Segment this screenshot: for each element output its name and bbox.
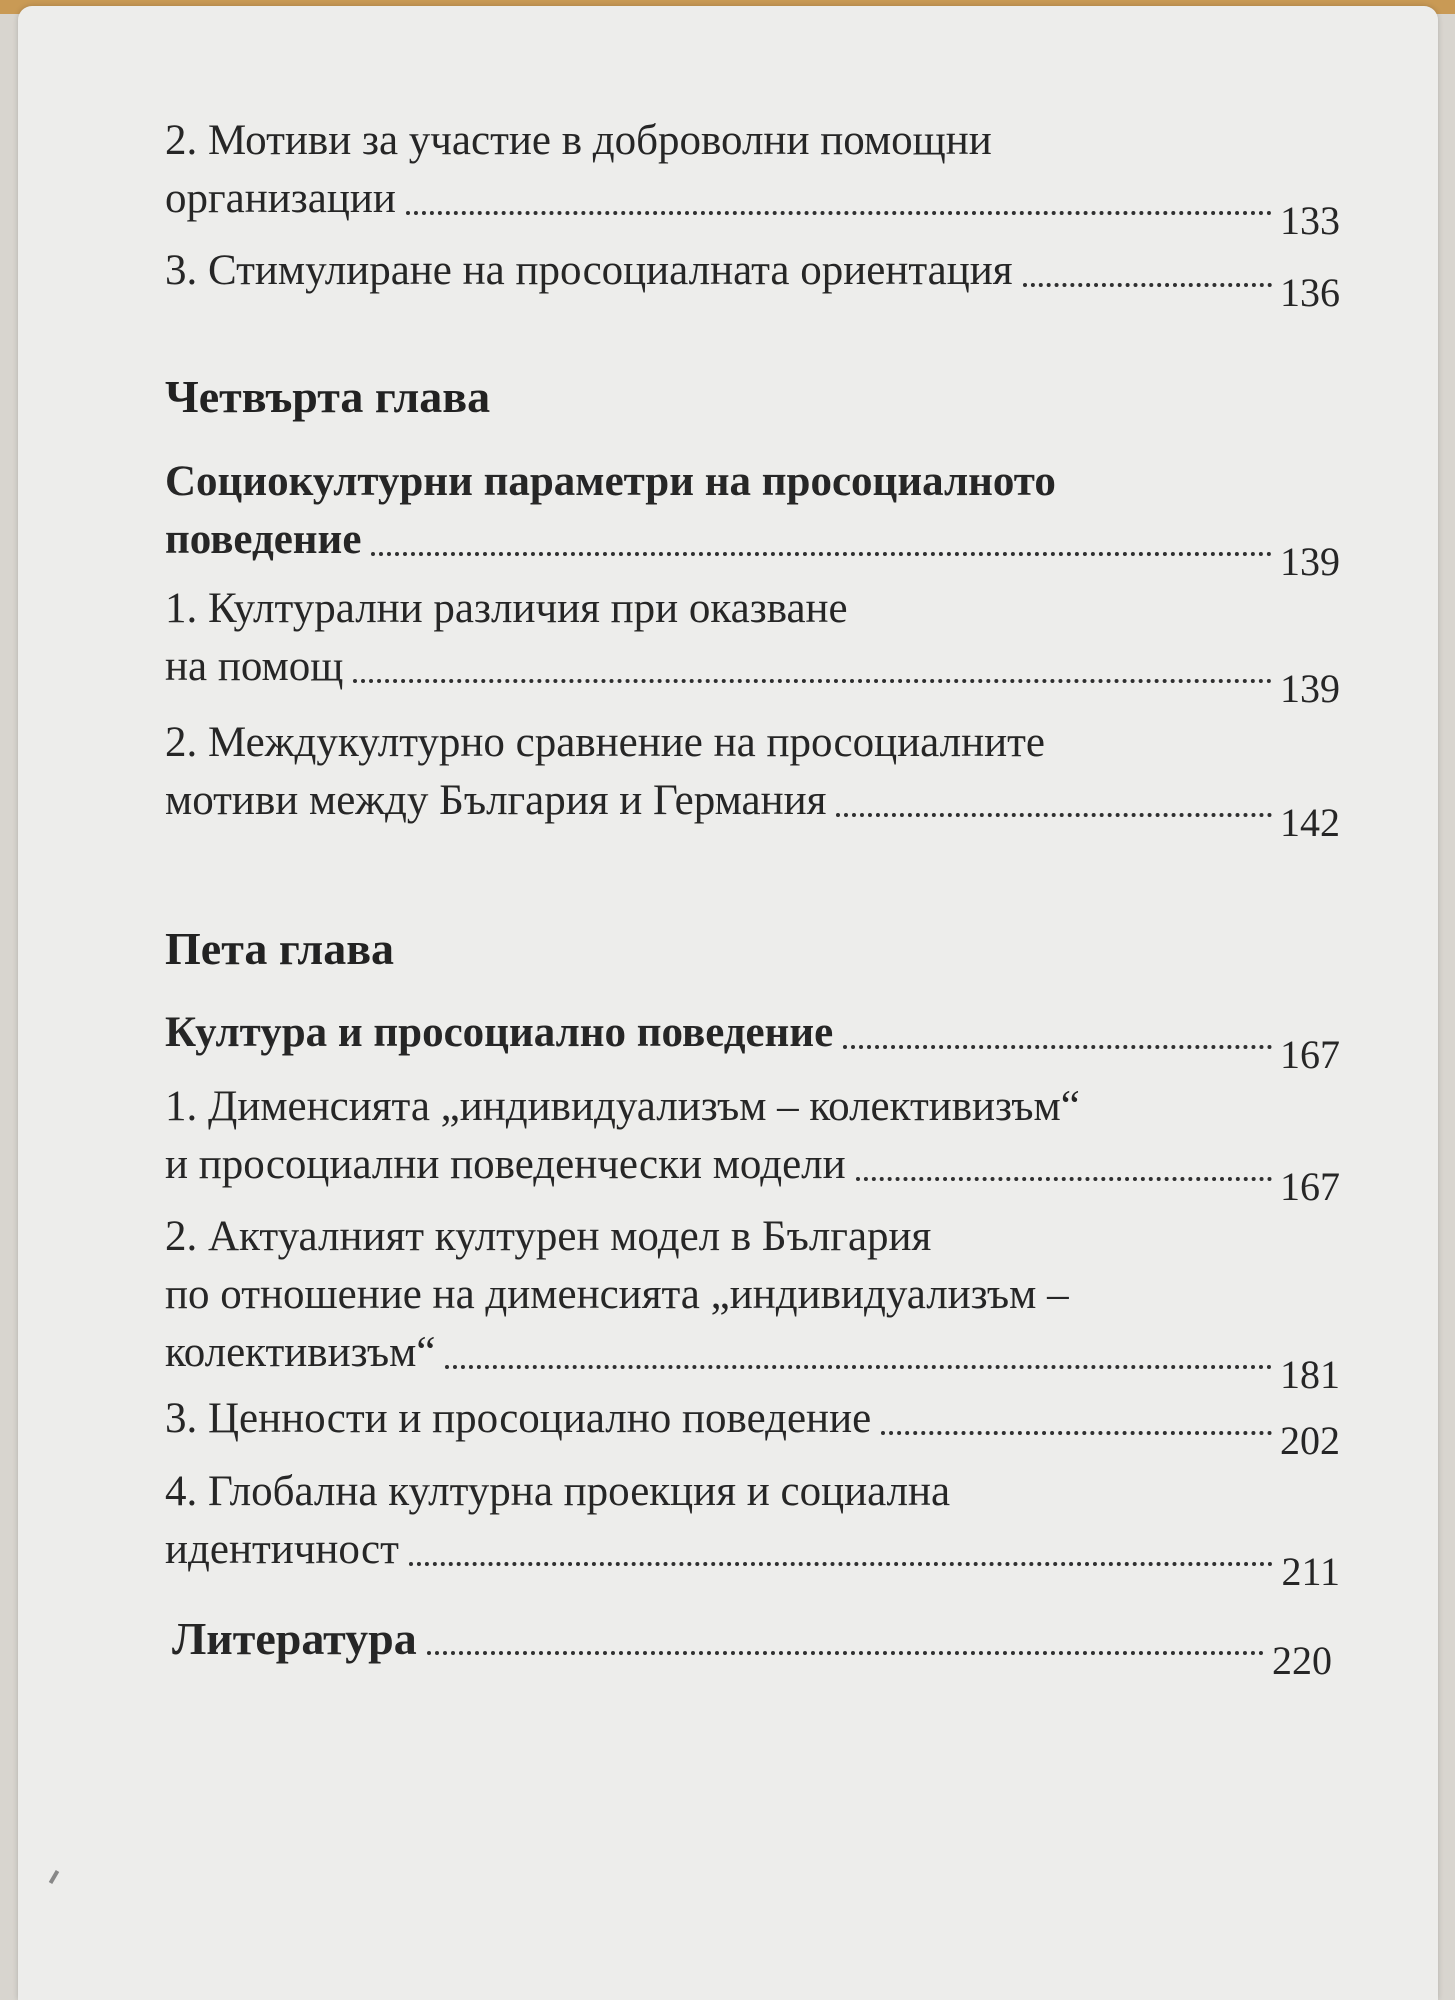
toc-entry-text: Социокултурни параметри на просоциалното <box>165 458 1056 505</box>
toc-entry-text: 3. Ценности и просоциално поведение <box>165 1395 872 1442</box>
toc-entry <box>165 242 1340 315</box>
leader-dots <box>836 813 1272 817</box>
toc-entry-text: мотиви между България и Германия <box>165 777 827 824</box>
toc-entry-text: 3. Стимулиране на просоциалната ориентация <box>165 247 1013 294</box>
toc-entry-text: на помощ <box>165 643 344 690</box>
page-number: 202 <box>1280 1418 1340 1463</box>
leader-dots <box>843 1045 1272 1049</box>
leader-dots <box>881 1431 1272 1435</box>
toc-entry-text: 4. Глобална културна проекция и социална <box>165 1468 951 1515</box>
page-number: 139 <box>1280 539 1340 584</box>
toc-entry <box>165 1078 1340 1209</box>
chapter-heading: Пета глава <box>165 923 395 974</box>
toc-entry-text: Култура и просоциално поведение <box>165 1009 834 1056</box>
page-number: 211 <box>1281 1549 1340 1594</box>
leader-dots <box>409 1562 1274 1566</box>
toc-entry-text: идентичност <box>165 1526 399 1573</box>
toc-entry-text: 2. Междукултурно сравнение на просоциалните <box>165 719 1045 766</box>
toc-entry <box>165 1208 1340 1397</box>
toc-entry <box>165 1390 1340 1463</box>
toc-entry <box>165 112 1340 243</box>
leader-dots <box>1023 283 1272 287</box>
toc-entry-text: 2. Актуалният културен модел в България <box>165 1213 932 1260</box>
toc-entry-text: по отношение на дименсията „индивидуализъм – <box>165 1271 1069 1318</box>
chapter-title-entry <box>165 1004 1340 1077</box>
literature-entry <box>172 1610 1332 1683</box>
chapter-heading: Четвърта глава <box>165 371 491 422</box>
page-number: 142 <box>1280 800 1340 845</box>
toc-entry-text: Литература <box>172 1613 417 1664</box>
leader-dots <box>406 211 1272 215</box>
page-number: 167 <box>1280 1164 1340 1209</box>
toc-entry-text: организации <box>165 175 396 222</box>
toc-entry <box>165 714 1340 845</box>
leader-dots <box>445 1365 1272 1369</box>
toc-entry <box>165 1463 1340 1594</box>
chapter-title-entry <box>165 453 1340 584</box>
toc-entry-text: колективизъм“ <box>165 1329 436 1376</box>
leader-dots <box>371 552 1272 556</box>
leader-dots <box>353 679 1272 683</box>
page-number: 181 <box>1280 1352 1340 1397</box>
toc-entry-text: 1. Дименсията „индивидуализъм – колективизъм“ <box>165 1083 1080 1130</box>
page-number: 220 <box>1272 1638 1332 1683</box>
toc-entry-text: 1. Културални различия при оказване <box>165 585 848 632</box>
leader-dots <box>856 1177 1272 1181</box>
toc-entry-text: 2. Мотиви за участие в доброволни помощни <box>165 117 992 164</box>
toc-entry <box>165 580 1340 711</box>
page-number: 133 <box>1280 198 1340 243</box>
page-number: 139 <box>1280 666 1340 711</box>
page-number: 136 <box>1280 270 1340 315</box>
toc-entry-text: и просоциални поведенчески модели <box>165 1141 846 1188</box>
leader-dots <box>427 1651 1264 1655</box>
page-number: 167 <box>1280 1032 1340 1077</box>
toc-entry-text: поведение <box>165 516 362 563</box>
